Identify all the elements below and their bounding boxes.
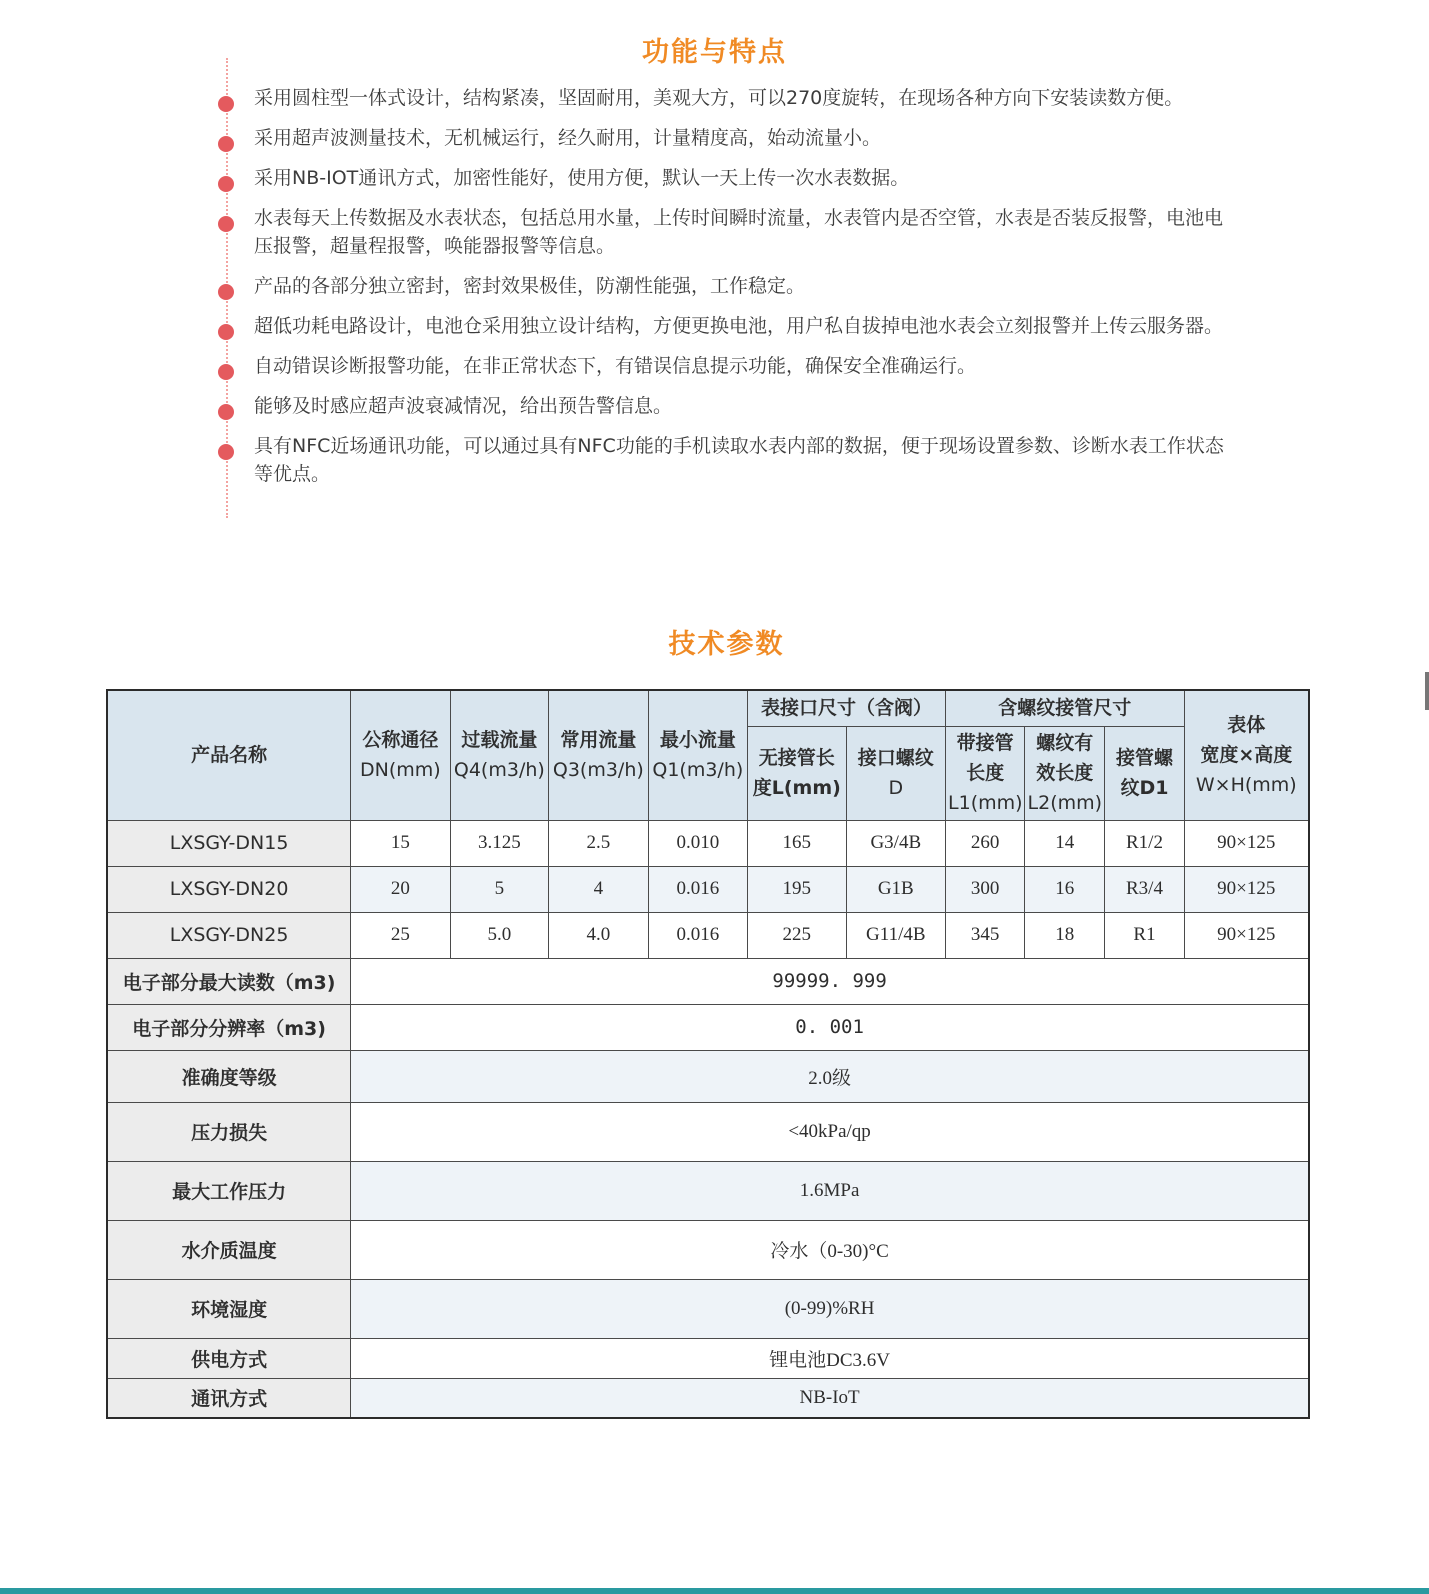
feature-text: 采用NB-IOT通讯方式，加密性能好，使用方便，默认一天上传一次水表数据。 bbox=[254, 167, 910, 189]
table-cell: R1/2 bbox=[1105, 820, 1184, 866]
header-no-pipe-length: 无接管长 度L(mm) bbox=[748, 726, 846, 820]
header-product-name: 产品名称 bbox=[107, 690, 351, 820]
spec-label: 电子部分分辨率（m3) bbox=[107, 1004, 351, 1050]
spec-value: 1.6MPa bbox=[351, 1161, 1309, 1220]
spec-value: 2.0级 bbox=[351, 1050, 1309, 1102]
bottom-accent-bar bbox=[0, 1588, 1429, 1594]
header-q4: 过载流量 Q4(m3/h) bbox=[450, 690, 548, 820]
feature-text: 自动错误诊断报警功能，在非正常状态下，有错误信息提示功能，确保安全准确运行。 bbox=[254, 355, 977, 377]
spec-row bbox=[107, 1004, 1309, 1050]
header-threaded-group: 含螺纹接管尺寸 bbox=[946, 690, 1185, 726]
table-cell: 15 bbox=[351, 820, 450, 866]
table-cell: 18 bbox=[1025, 912, 1105, 958]
table-cell: G11/4B bbox=[846, 912, 946, 958]
feature-item bbox=[218, 352, 1230, 380]
table-cell: 0.010 bbox=[648, 820, 747, 866]
table-cell: 90×125 bbox=[1184, 866, 1309, 912]
spec-label: 通讯方式 bbox=[107, 1378, 351, 1418]
feature-list bbox=[218, 84, 1230, 500]
table-cell: 195 bbox=[748, 866, 846, 912]
header-thread: 接口螺纹 D bbox=[846, 726, 946, 820]
bullet-dot-icon bbox=[218, 444, 234, 460]
table-cell: G1B bbox=[846, 866, 946, 912]
header-effective-length: 螺纹有 效长度 L2(mm) bbox=[1025, 726, 1105, 820]
header-body: 表体 宽度×高度 W×H(mm) bbox=[1184, 690, 1309, 820]
spec-row bbox=[107, 1378, 1309, 1418]
feature-item bbox=[218, 392, 1230, 420]
params-title: 技术参数 bbox=[668, 629, 785, 660]
bullet-dot-icon bbox=[218, 136, 234, 152]
feature-item bbox=[218, 432, 1230, 488]
spec-value: 冷水（0-30)°C bbox=[351, 1220, 1309, 1279]
table-cell: 90×125 bbox=[1184, 820, 1309, 866]
table-cell: R1 bbox=[1105, 912, 1184, 958]
table-cell: 0.016 bbox=[648, 866, 747, 912]
feature-item bbox=[218, 124, 1230, 152]
feature-text: 采用超声波测量技术，无机械运行，经久耐用，计量精度高，始动流量小。 bbox=[254, 127, 882, 149]
product-name-cell: LXSGY-DN15 bbox=[107, 820, 351, 866]
spec-row bbox=[107, 1161, 1309, 1220]
table-cell: 300 bbox=[946, 866, 1025, 912]
feature-item bbox=[218, 84, 1230, 112]
spec-row bbox=[107, 1338, 1309, 1378]
spec-row bbox=[107, 1102, 1309, 1161]
product-name-cell: LXSGY-DN20 bbox=[107, 866, 351, 912]
table-cell: 14 bbox=[1025, 820, 1105, 866]
feature-text: 产品的各部分独立密封，密封效果极佳，防潮性能强，工作稳定。 bbox=[254, 275, 806, 297]
feature-text: 采用圆柱型一体式设计，结构紧凑，坚固耐用，美观大方，可以270度旋转，在现场各种方向下安装读数方便。 bbox=[254, 87, 1184, 109]
header-interface-group: 表接口尺寸（含阀） bbox=[748, 690, 946, 726]
header-q1: 最小流量 Q1(m3/h) bbox=[648, 690, 747, 820]
feature-text: 水表每天上传数据及水表状态，包括总用水量，上传时间瞬时流量，水表管内是否空管，水表是否装反报警，电池电压报警，超量程报警，唤能器报警等信息。 bbox=[254, 207, 1224, 257]
spec-row bbox=[107, 1050, 1309, 1102]
table-row bbox=[107, 866, 1309, 912]
scrollbar-thumb[interactable] bbox=[1425, 672, 1429, 710]
bullet-dot-icon bbox=[218, 404, 234, 420]
spec-label: 电子部分最大读数（m3) bbox=[107, 958, 351, 1004]
bullet-dot-icon bbox=[218, 216, 234, 232]
spec-value: 锂电池DC3.6V bbox=[351, 1338, 1309, 1378]
spec-label: 水介质温度 bbox=[107, 1220, 351, 1279]
spec-table bbox=[106, 689, 1310, 1419]
feature-item bbox=[218, 272, 1230, 300]
spec-label: 供电方式 bbox=[107, 1338, 351, 1378]
bullet-dot-icon bbox=[218, 96, 234, 112]
table-cell: 16 bbox=[1025, 866, 1105, 912]
table-cell: 0.016 bbox=[648, 912, 747, 958]
table-cell: 4.0 bbox=[549, 912, 648, 958]
feature-item bbox=[218, 204, 1230, 260]
header-q3: 常用流量 Q3(m3/h) bbox=[549, 690, 648, 820]
header-pipe-length: 带接管 长度 L1(mm) bbox=[946, 726, 1025, 820]
table-cell: 5 bbox=[450, 866, 548, 912]
table-cell: R3/4 bbox=[1105, 866, 1184, 912]
table-cell: 2.5 bbox=[549, 820, 648, 866]
table-cell: 25 bbox=[351, 912, 450, 958]
spec-label: 压力损失 bbox=[107, 1102, 351, 1161]
table-cell: 5.0 bbox=[450, 912, 548, 958]
spec-label: 最大工作压力 bbox=[107, 1161, 351, 1220]
spec-row bbox=[107, 1220, 1309, 1279]
table-cell: 260 bbox=[946, 820, 1025, 866]
spec-value: 99999. 999 bbox=[351, 958, 1309, 1004]
feature-text: 能够及时感应超声波衰减情况，给出预告警信息。 bbox=[254, 395, 673, 417]
header-pipe-thread: 接管螺 纹D1 bbox=[1105, 726, 1184, 820]
bullet-dot-icon bbox=[218, 324, 234, 340]
spec-label: 环境湿度 bbox=[107, 1279, 351, 1338]
bullet-dot-icon bbox=[218, 364, 234, 380]
bullet-dot-icon bbox=[218, 284, 234, 300]
table-cell: 20 bbox=[351, 866, 450, 912]
spec-row bbox=[107, 1279, 1309, 1338]
spec-value: 0. 001 bbox=[351, 1004, 1309, 1050]
spec-value: <40kPa/qp bbox=[351, 1102, 1309, 1161]
spec-label: 准确度等级 bbox=[107, 1050, 351, 1102]
table-row bbox=[107, 820, 1309, 866]
table-cell: 90×125 bbox=[1184, 912, 1309, 958]
spec-value: (0-99)%RH bbox=[351, 1279, 1309, 1338]
features-title: 功能与特点 bbox=[642, 37, 787, 68]
spec-row bbox=[107, 958, 1309, 1004]
product-name-cell: LXSGY-DN25 bbox=[107, 912, 351, 958]
feature-text: 超低功耗电路设计，电池仓采用独立设计结构，方便更换电池，用户私自拔掉电池水表会立刻报警并上传云服务器。 bbox=[254, 315, 1224, 337]
table-cell: 4 bbox=[549, 866, 648, 912]
spec-value: NB-IoT bbox=[351, 1378, 1309, 1418]
table-cell: 225 bbox=[748, 912, 846, 958]
bullet-dot-icon bbox=[218, 176, 234, 192]
table-cell: 345 bbox=[946, 912, 1025, 958]
table-cell: 165 bbox=[748, 820, 846, 866]
feature-item bbox=[218, 164, 1230, 192]
feature-text: 具有NFC近场通讯功能，可以通过具有NFC功能的手机读取水表内部的数据，便于现场设置参数、诊断水表工作状态等优点。 bbox=[254, 435, 1224, 485]
feature-item bbox=[218, 312, 1230, 340]
table-row bbox=[107, 912, 1309, 958]
header-dn: 公称通径 DN(mm) bbox=[351, 690, 450, 820]
table-cell: G3/4B bbox=[846, 820, 946, 866]
table-cell: 3.125 bbox=[450, 820, 548, 866]
